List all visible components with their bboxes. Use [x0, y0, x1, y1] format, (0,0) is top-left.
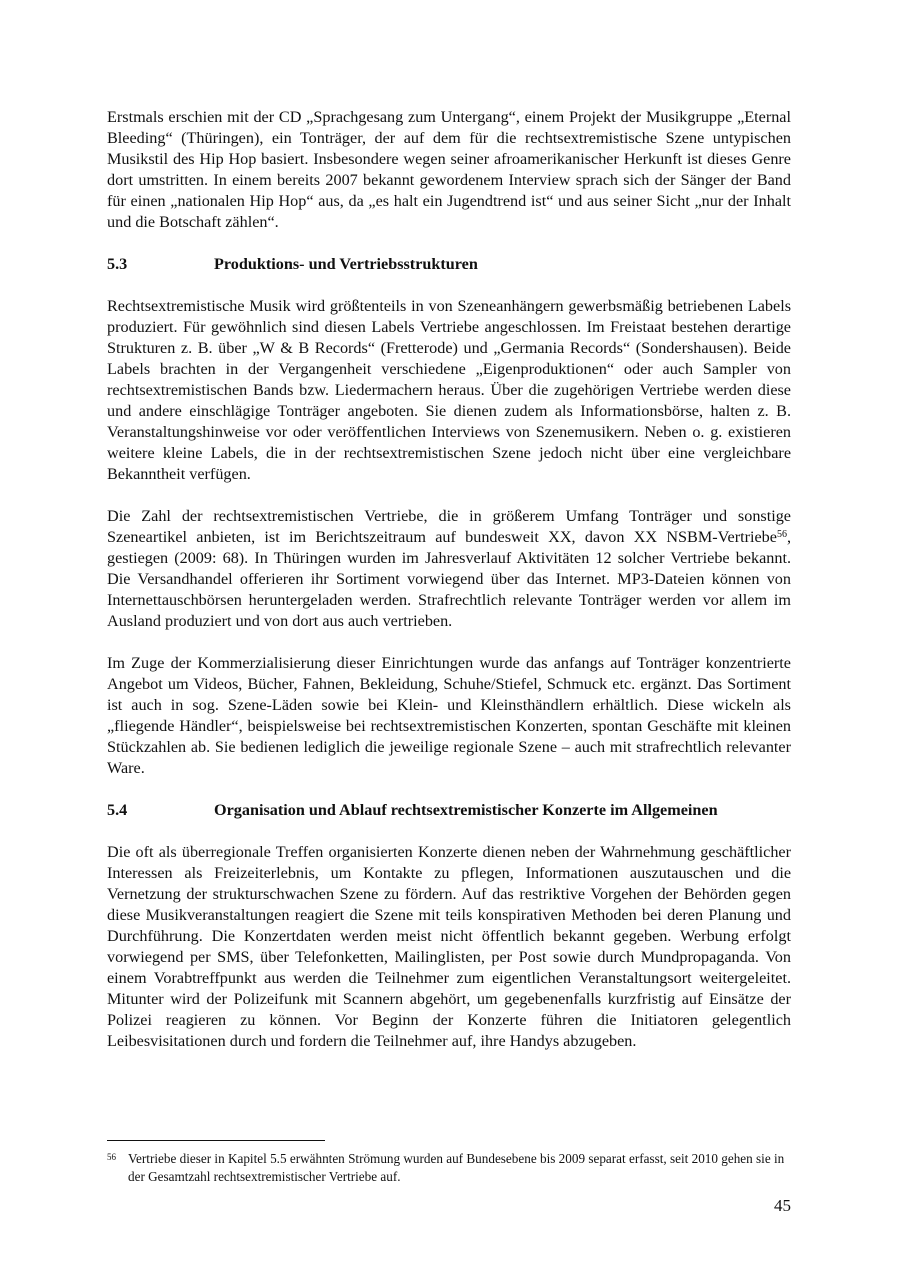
footnote	[107, 1150, 791, 1186]
intro-paragraph: Erstmals erschien mit der CD „Sprachgesang zum Untergang“, einem Projekt der Musikgruppe „Eternal Bleeding“ (Thüringen), ein Tonträger, der auf dem für die rechtsextremistische Szene untypischen Musikstil des Hip Hop basiert. Insbesondere wegen seiner afroamerikanischer Herkunft ist dieses Genre dort umstritten. In einem bereits 2007 bekannt gewordenem Interview sprach sich der Sänger der Band für einen „nationalen Hip Hop“ aus, da „es halt ein Jugendtrend ist“ und aus seiner Sicht „nur der Inhalt und die Botschaft zählen“.	[107, 108, 791, 231]
main-content	[107, 107, 791, 1073]
footnote-divider	[107, 1140, 325, 1141]
paragraph-konzerte: Die oft als überregionale Treffen organisierten Konzerte dienen neben der Wahrnehmung geschäftlicher Interessen als Freizeiterlebnis, um Kontakte zu pflegen, Informationen auszutauschen und die Vernetzung der strukturschwachen Szene zu fördern. Auf das restriktive Vorgehen der Behörden gegen diese Musikveranstaltungen reagiert die Szene mit teils konspirativen Methoden bei deren Planung und Durchführung. Die Konzertdaten werden meist nicht öffentlich bekannt gegeben. Werbung erfolgt vorwiegend per SMS, über Telefonketten, Mailinglisten, per Post sowie durch Mundpropaganda. Von einem Vorabtreffpunkt aus werden die Teilnehmer zum eigentlichen Veranstaltungsort weitergeleitet. Mitunter wird der Polizeifunk mit Scannern abgehört, um gegebenenfalls kurzfristig auf Einsätze der Polizei reagieren zu können. Vor Beginn der Konzerte führen die Initiatoren gelegentlich Leibesvisitationen durch und fordern die Teilnehmer auf, ihre Handys abzugeben.	[107, 843, 791, 1050]
page-number: 45	[774, 1196, 791, 1215]
section-number: 5.4	[107, 801, 128, 819]
section-title: Produktions- und Vertriebsstrukturen	[214, 255, 478, 273]
section-number: 5.3	[107, 255, 128, 273]
section-heading-5-4	[107, 800, 791, 821]
paragraph-vertriebe	[107, 506, 791, 632]
section-heading-5-3	[107, 254, 791, 275]
paragraph-labels: Rechtsextremistische Musik wird größtenteils in von Szeneanhängern gewerbsmäßig betriebenen Labels produziert. Für gewöhnlich sind diesen Labels Vertriebe angeschlossen. Im Freistaat bestehen derartige Strukturen z. B. über „W & B Records“ (Fretterode) und „Germania Records“ (Sondershausen). Beide Labels brachten in der Vergangenheit verschiedene „Eigenproduktionen“ oder auch Sampler von rechtsextremistischen Bands bzw. Liedermachern heraus. Über die zugehörigen Vertriebe werden diese und andere einschlägige Tonträger angeboten. Sie dienen zudem als Informationsbörse, halten z. B. Veranstaltungshinweise vor oder veröffentlichen Interviews von Szenemusikern. Neben o. g. existieren weitere kleine Labels, die in der rechtsextremistischen Szene jedoch nicht über eine vergleichbare Bekanntheit verfügen.	[107, 297, 791, 483]
footnote-reference[interactable]: 56	[776, 529, 787, 540]
footnote-text: Vertriebe dieser in Kapitel 5.5 erwähnten Strömung wurden auf Bundesebene bis 2009 separat erfasst, seit 2010 gehen sie in der Gesamtzahl rechtsextremistischer Vertriebe auf.	[128, 1151, 785, 1184]
paragraph-text: Die Zahl der rechtsextremistischen Vertriebe, die in größerem Umfang Tonträger und sonstige Szeneartikel anbieten, ist im Berichtszeitraum auf bundesweit XX, davon XX NSBM-Vertriebe	[107, 507, 791, 546]
paragraph-kommerzialisierung: Im Zuge der Kommerzialisierung dieser Einrichtungen wurde das anfangs auf Tonträger konzentrierte Angebot um Videos, Bücher, Fahnen, Bekleidung, Schuhe/Stiefel, Schmuck etc. ergänzt. Das Sortiment ist auch in sog. Szene-Läden sowie bei Klein- und Kleinsthändlern erhältlich. Diese wickeln als „fliegende Händler“, beispielsweise bei rechtsextremistischen Konzerten, spontan Geschäfte mit kleinen Stückzahlen ab. Sie bedienen lediglich die jeweilige regionale Szene – auch mit strafrechtlich relevanter Ware.	[107, 654, 791, 777]
paragraph-text: , gestiegen (2009: 68). In Thüringen wurden im Jahresverlauf Aktivitäten 12 solcher Vertriebe bekannt. Die Versandhandel offerieren ihr Sortiment vorwiegend über das Internet. MP3-Dateien können von Internettauschbörsen heruntergeladen werden. Strafrechtlich relevante Tonträger werden vor allem im Ausland produziert und von dort aus auch vertrieben.	[107, 528, 791, 630]
footnote-number: 56	[107, 1152, 116, 1162]
section-title: Organisation und Ablauf rechtsextremistischer Konzerte im Allgemeinen	[214, 801, 718, 819]
